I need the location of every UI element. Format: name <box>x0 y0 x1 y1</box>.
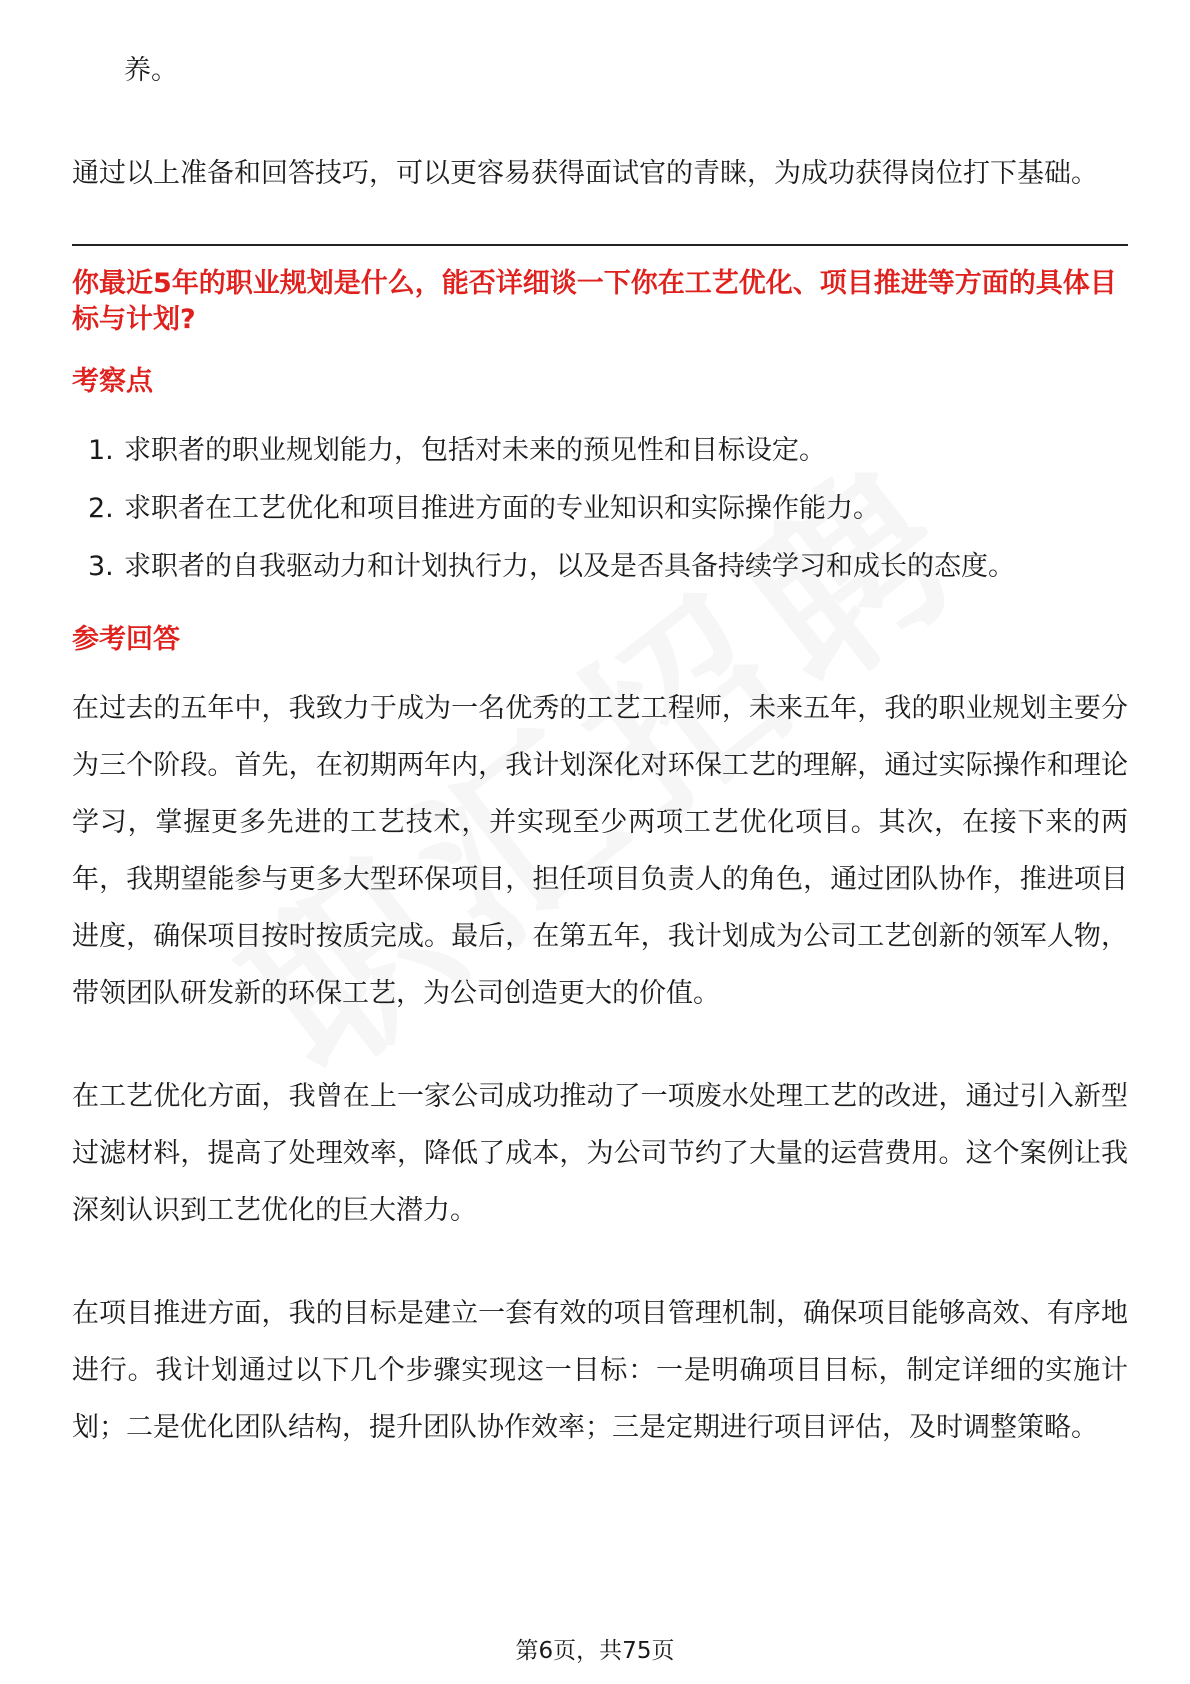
list-item-text: 求职者在工艺优化和项目推进方面的专业知识和实际操作能力。 <box>124 493 880 524</box>
section-divider <box>72 244 1128 246</box>
list-item <box>72 480 1128 538</box>
answer-paragraph: 在工艺优化方面，我曾在上一家公司成功推动了一项废水处理工艺的改进，通过引入新型过滤材料，提高了处理效率，降低了成本，为公司节约了大量的运营费用。这个案例让我深刻认识到工艺优化的巨大潜力。 <box>72 1081 1128 1226</box>
previous-paragraph-tail: 养。 <box>124 55 178 86</box>
document-page <box>72 0 1128 1456</box>
answer-section-title: 参考回答 <box>72 624 180 655</box>
answer-paragraph: 在过去的五年中，我致力于成为一名优秀的工艺工程师，未来五年，我的职业规划主要分为三个阶段。首先，在初期两年内，我计划深化对环保工艺的理解，通过实际操作和理论学习，掌握更多先进的工艺技术，并实现至少两项工艺优化项目。其次，在接下来的两年，我期望能参与更多大型环保项目，担任项目负责人的角色，通过团队协作，推进项目进度，确保项目按时按质完成。最后，在第五年，我计划成为公司工艺创新的领军人物，带领团队研发新的环保工艺，为公司创造更大的价值。 <box>72 693 1128 1009</box>
list-item <box>72 538 1128 596</box>
points-section-title: 考察点 <box>72 366 153 397</box>
list-item-text: 求职者的职业规划能力，包括对未来的预见性和目标设定。 <box>124 435 826 466</box>
reference-answer <box>72 680 1128 1456</box>
evaluation-points-list <box>72 422 1128 596</box>
list-item-number: 1. <box>88 435 114 466</box>
answer-paragraph: 在项目推进方面，我的目标是建立一套有效的项目管理机制，确保项目能够高效、有序地进行。我计划通过以下几个步骤实现这一目标：一是明确项目目标，制定详细的实施计划；二是优化团队结构，提升团队协作效率；三是定期进行项目评估，及时调整策略。 <box>72 1298 1128 1443</box>
list-item-number: 3. <box>88 551 114 582</box>
conclusion-paragraph: 通过以上准备和回答技巧，可以更容易获得面试官的青睐，为成功获得岗位打下基础。 <box>72 158 1098 189</box>
interview-question: 你最近5年的职业规划是什么，能否详细谈一下你在工艺优化、项目推进等方面的具体目标与计划? <box>72 268 1117 335</box>
list-item-number: 2. <box>88 493 114 524</box>
page-number: 第6页，共75页 <box>515 1638 675 1664</box>
list-item <box>72 422 1128 480</box>
list-item-text: 求职者的自我驱动力和计划执行力，以及是否具备持续学习和成长的态度。 <box>124 551 1015 582</box>
